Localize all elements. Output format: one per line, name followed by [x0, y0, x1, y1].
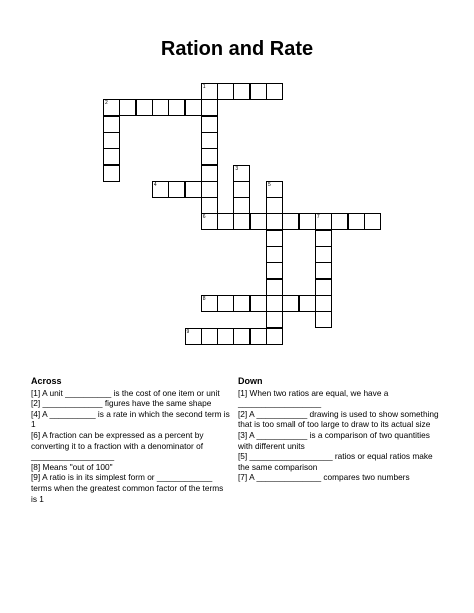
- page-title: Ration and Rate: [160, 38, 314, 60]
- crossword-cell[interactable]: [282, 295, 299, 312]
- crossword-cell[interactable]: [233, 328, 250, 345]
- crossword-cell[interactable]: [103, 99, 120, 116]
- crossword-cell[interactable]: [266, 246, 283, 263]
- crossword-cell[interactable]: [348, 213, 365, 230]
- crossword-cell[interactable]: [250, 295, 267, 312]
- clue-number: 6: [202, 214, 206, 221]
- crossword-cell[interactable]: [201, 181, 218, 198]
- crossword-cell[interactable]: [103, 132, 120, 149]
- clue-number: 5: [268, 181, 271, 188]
- crossword-cell[interactable]: [266, 197, 283, 214]
- crossword-cell[interactable]: [136, 99, 153, 116]
- crossword-cell[interactable]: [217, 328, 234, 345]
- down-clue: [7] A ______________ compares two numbers: [238, 472, 410, 483]
- crossword-cell[interactable]: [168, 181, 185, 198]
- crossword-cell[interactable]: [201, 148, 218, 165]
- crossword-cell[interactable]: [315, 295, 332, 312]
- crossword-cell[interactable]: [103, 165, 120, 182]
- crossword-cell[interactable]: [201, 328, 218, 345]
- crossword-cell[interactable]: [185, 181, 202, 198]
- crossword-cell[interactable]: [201, 197, 218, 214]
- crossword-cell[interactable]: [299, 295, 316, 312]
- crossword-cell[interactable]: [201, 132, 218, 149]
- crossword-cell[interactable]: [299, 213, 316, 230]
- crossword-cell[interactable]: [201, 295, 218, 312]
- crossword-cell[interactable]: [185, 328, 202, 345]
- crossword-cell[interactable]: [266, 181, 283, 198]
- crossword-cell[interactable]: [266, 262, 283, 279]
- clue-number: 8: [202, 295, 206, 302]
- crossword-cell[interactable]: [217, 213, 234, 230]
- crossword-cell[interactable]: [103, 148, 120, 165]
- crossword-cell[interactable]: [201, 165, 218, 182]
- crossword-cell[interactable]: [152, 181, 169, 198]
- down-clue: [2] A ___________ drawing is used to show something that is too small of too large to draw to its actual size: [238, 408, 439, 430]
- crossword-cell[interactable]: [364, 213, 381, 230]
- clue-number: 3: [235, 165, 239, 172]
- down-clue: [5] __________________ ratios or equal ratios make the same comparison: [238, 451, 433, 472]
- down-clues: [238, 376, 443, 483]
- across-clue: [4] A __________ is a rate in which the second term is 1: [31, 408, 230, 430]
- across-clue: [1] A unit __________ is the cost of one item or unit: [31, 387, 220, 398]
- crossword-cell[interactable]: [217, 295, 234, 312]
- crossword-cell[interactable]: [201, 99, 218, 116]
- crossword-cell[interactable]: [266, 295, 283, 312]
- crossword-cell[interactable]: [185, 99, 202, 116]
- crossword-cell[interactable]: [266, 328, 283, 345]
- across-clue: [2] _____________ figures have the same shape: [31, 398, 212, 409]
- crossword-cell[interactable]: [315, 230, 332, 247]
- clue-number: 9: [186, 328, 190, 335]
- clue-number: 2: [105, 100, 108, 107]
- clue-number: 1: [202, 84, 206, 90]
- crossword-cell[interactable]: [217, 83, 234, 100]
- clue-number: 7: [316, 214, 320, 221]
- crossword-cell[interactable]: [315, 246, 332, 263]
- crossword-cell[interactable]: [250, 83, 267, 100]
- crossword-cell[interactable]: [233, 213, 250, 230]
- crossword-cell[interactable]: [266, 311, 283, 328]
- across-clue: [9] A ratio is in its simplest form or ____________ terms when the greatest common factor of the terms is 1: [31, 472, 224, 504]
- crossword-cell[interactable]: [266, 279, 283, 296]
- crossword-cell[interactable]: [233, 197, 250, 214]
- crossword-cell[interactable]: [168, 99, 185, 116]
- crossword-cell[interactable]: [250, 213, 267, 230]
- crossword-cell[interactable]: [119, 99, 136, 116]
- crossword-cell[interactable]: [233, 83, 250, 100]
- crossword-cell[interactable]: [315, 262, 332, 279]
- crossword-cell[interactable]: [233, 295, 250, 312]
- crossword-cell[interactable]: [250, 328, 267, 345]
- across-clue: [8] Means "out of 100": [31, 461, 113, 472]
- crossword-cell[interactable]: [315, 311, 332, 328]
- crossword-cell[interactable]: [282, 213, 299, 230]
- across-clue: [6] A fraction can be expressed as a percent by converting it to a fraction with a denominator of __________________: [31, 429, 204, 462]
- crossword-cell[interactable]: [233, 165, 250, 182]
- down-heading: Down: [238, 376, 263, 386]
- crossword-cell[interactable]: [331, 213, 348, 230]
- crossword-cell[interactable]: [201, 116, 218, 133]
- crossword-cell[interactable]: [266, 213, 283, 230]
- across-heading: Across: [31, 376, 62, 386]
- clue-number: 4: [153, 181, 157, 188]
- down-clue: [3] A ___________ is a comparison of two quantities with different units: [238, 429, 430, 451]
- across-clues: [31, 376, 231, 504]
- crossword-cell[interactable]: [233, 181, 250, 198]
- crossword-cell[interactable]: [152, 99, 169, 116]
- down-clue: [1] When two ratios are equal, we have a __________________: [238, 387, 389, 409]
- crossword-cell[interactable]: [315, 279, 332, 296]
- crossword-cell[interactable]: [315, 213, 332, 230]
- crossword-cell[interactable]: [201, 83, 218, 100]
- crossword-cell[interactable]: [201, 213, 218, 230]
- crossword-cell[interactable]: [103, 116, 120, 133]
- crossword-cell[interactable]: [266, 83, 283, 100]
- crossword-cell[interactable]: [266, 230, 283, 247]
